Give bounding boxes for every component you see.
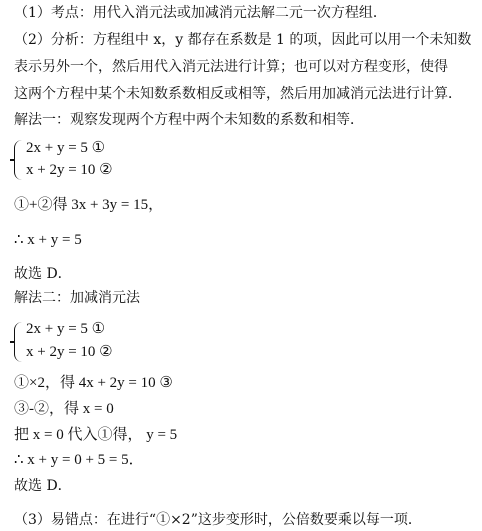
common-mistake-line: （3）易错点：在进行“①×2”这步变形时，公倍数要乘以每一项．: [14, 512, 422, 528]
analysis-line-3: 这两个方程中某个未知数系数相反或相等，然后用加减消元法进行计算．: [14, 86, 462, 102]
method-one-equation-2: x + 2y = 10 ②: [26, 162, 113, 178]
method-one-equation-1: 2x + y = 5 ①: [26, 140, 106, 156]
method-one-step-2: ∴ x + y = 5: [14, 232, 82, 248]
method-two-step-2: ③-②，得 x = 0: [14, 401, 114, 417]
method-two-step-3: 把 x = 0 代入①得， y = 5: [14, 427, 178, 443]
system-brace-1: [14, 140, 23, 180]
method-two-step-4: ∴ x + y = 0 + 5 = 5．: [14, 452, 144, 468]
method-one-step-1: ①+②得 3x + 3y = 15，: [14, 197, 164, 213]
system-brace-2: [14, 322, 23, 362]
method-two-title: 解法二：加减消元法: [14, 290, 140, 306]
method-one-title: 解法一：观察发现两个方程中两个未知数的系数和相等．: [14, 112, 364, 128]
method-two-step-1: ①×2，得 4x + 2y = 10 ③: [14, 375, 173, 391]
method-two-equation-1: 2x + y = 5 ①: [26, 321, 106, 337]
analysis-line-2: 表示另外一个，然后用代入消元法进行计算；也可以对方程变形，使得: [14, 59, 448, 75]
analysis-line-1: （2）分析：方程组中 x，y 都存在系数是 1 的项，因此可以用一个未知数: [14, 32, 472, 48]
method-two-equation-2: x + 2y = 10 ②: [26, 344, 113, 360]
knowledge-point-line: （1）考点：用代入消元法或加减消元法解二元一次方程组．: [14, 5, 387, 21]
method-one-answer: 故选 D．: [14, 266, 72, 282]
method-two-answer: 故选 D．: [14, 478, 72, 494]
